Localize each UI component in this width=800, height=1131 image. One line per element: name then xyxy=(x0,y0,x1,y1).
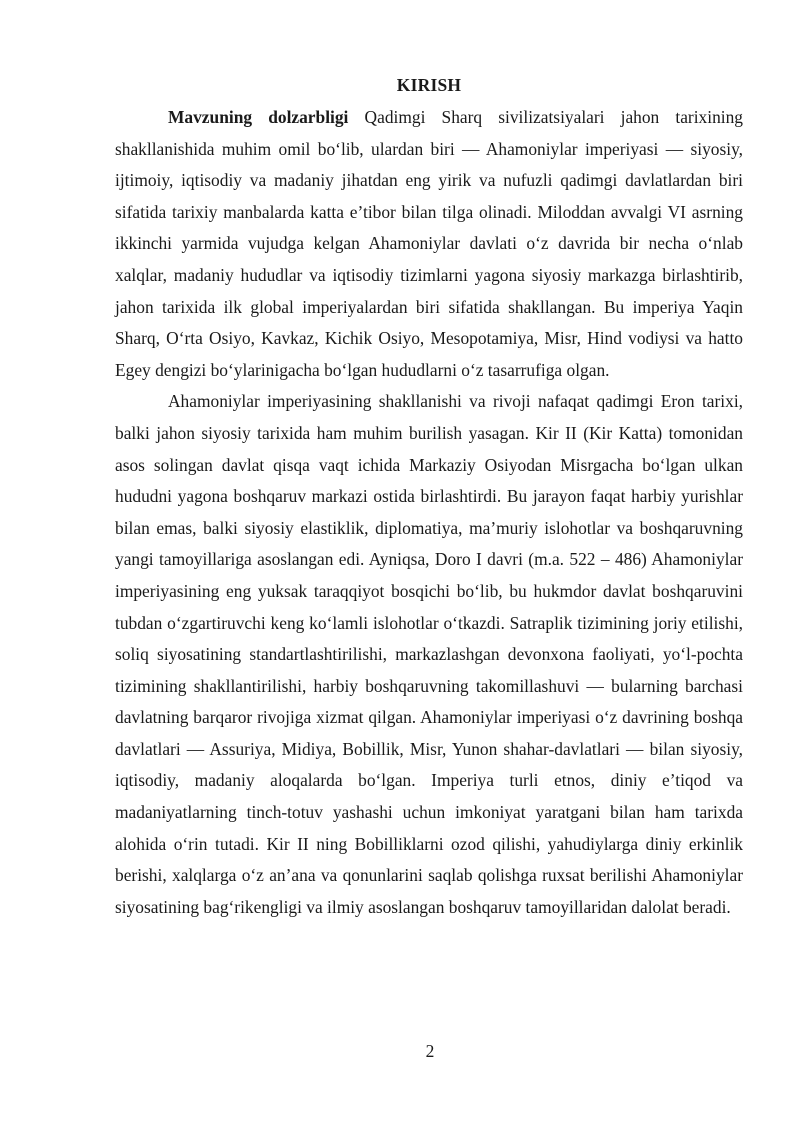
paragraph-relevance xyxy=(115,102,743,386)
section-heading: KIRISH xyxy=(396,75,462,95)
document-page xyxy=(115,70,743,923)
page-number: 2 xyxy=(425,1041,435,1061)
paragraph-text: Qadimgi Sharq sivilizatsiyalari jahon tarixining shakllanishida muhim omil bo‘lib, ulardan biri — Ahamoniylar imperiyasi — siyosiy, ijtimoiy, iqtisodiy va madaniy jihatdan eng yirik va nufuzli qadimgi davlatlardan biri sifatida tarixiy manbalarda katta e’tibor bilan tilga olinadi. Miloddan avvalgi VI asrning ikkinchi yarmida vujudga kelgan Ahamoniylar davlati o‘z davrida bir necha o‘nlab xalqlar, madaniy hududlar va iqtisodiy tizimlarni yagona siyosiy markazga birlashtirib, jahon tarixida ilk global imperiyalardan biri sifatida shakllangan. Bu imperiya Yaqin Sharq, O‘rta Osiyo, Kavkaz, Kichik Osiyo, Mesopotamiya, Misr, Hind vodiysi va hatto Egey dengizi bo‘ylarinigacha bo‘lgan hududlarni o‘z tasarrufiga olgan. xyxy=(115,107,744,380)
paragraph-history xyxy=(115,386,743,923)
paragraph-text: Ahamoniylar imperiyasining shakllanishi va rivoji nafaqat qadimgi Eron tarixi, balki jahon siyosiy tarixida ham muhim burilish yasagan. Kir II (Kir Katta) tomonidan asos solingan davlat qisqa vaqt ichida Markaziy Osiyodan Misrgacha bo‘lgan ulkan hududni yagona boshqaruv markazi ostida birlashtirdi. Bu jarayon faqat harbiy yurishlar bilan emas, balki siyosiy elastiklik, diplomatiya, ma’muriy islohotlar va boshqaruvning yangi tamoyillariga asoslangan edi. Ayniqsa, Doro I davri (m.a. 522 – 486) Ahamoniylar imperiyasining eng yuksak taraqqiyot bosqichi bo‘lib, bu hukmdor davlat boshqaruvini tubdan o‘zgartiruvchi keng ko‘lamli islohotlar o‘tkazdi. Satraplik tizimining joriy etilishi, soliq siyosatining standartlashtirilishi, markazlashgan devonxona faoliyati, yo‘l-pochta tizimining shakllantirilishi, harbiy boshqaruvning takomillashuvi — bularning barchasi davlatning barqaror rivojiga xizmat qilgan. Ahamoniylar imperiyasi o‘z davrining boshqa davlatlari — Assuriya, Midiya, Bobillik, Misr, Yunon shahar-davlatlari — bilan siyosiy, iqtisodiy, madaniy aloqalarda bo‘lgan. Imperiya turli etnos, diniy e’tiqod va madaniyatlarning tinch-totuv yashashi uchun imkoniyat yaratgani bilan ham tarixda alohida o‘rin tutadi. Kir II ning Bobilliklarni ozod qilishi, yahudiylarga diniy erkinlik berishi, xalqlarga o‘z an’ana va qonunlarini saqlab qolishga ruxsat berilishi Ahamoniylar siyosatining bag‘rikengligi va ilmiy asoslangan boshqaruv tamoyillaridan dalolat beradi. xyxy=(115,391,743,917)
paragraph-lead-bold: Mavzuning dolzarbligi xyxy=(168,107,349,127)
